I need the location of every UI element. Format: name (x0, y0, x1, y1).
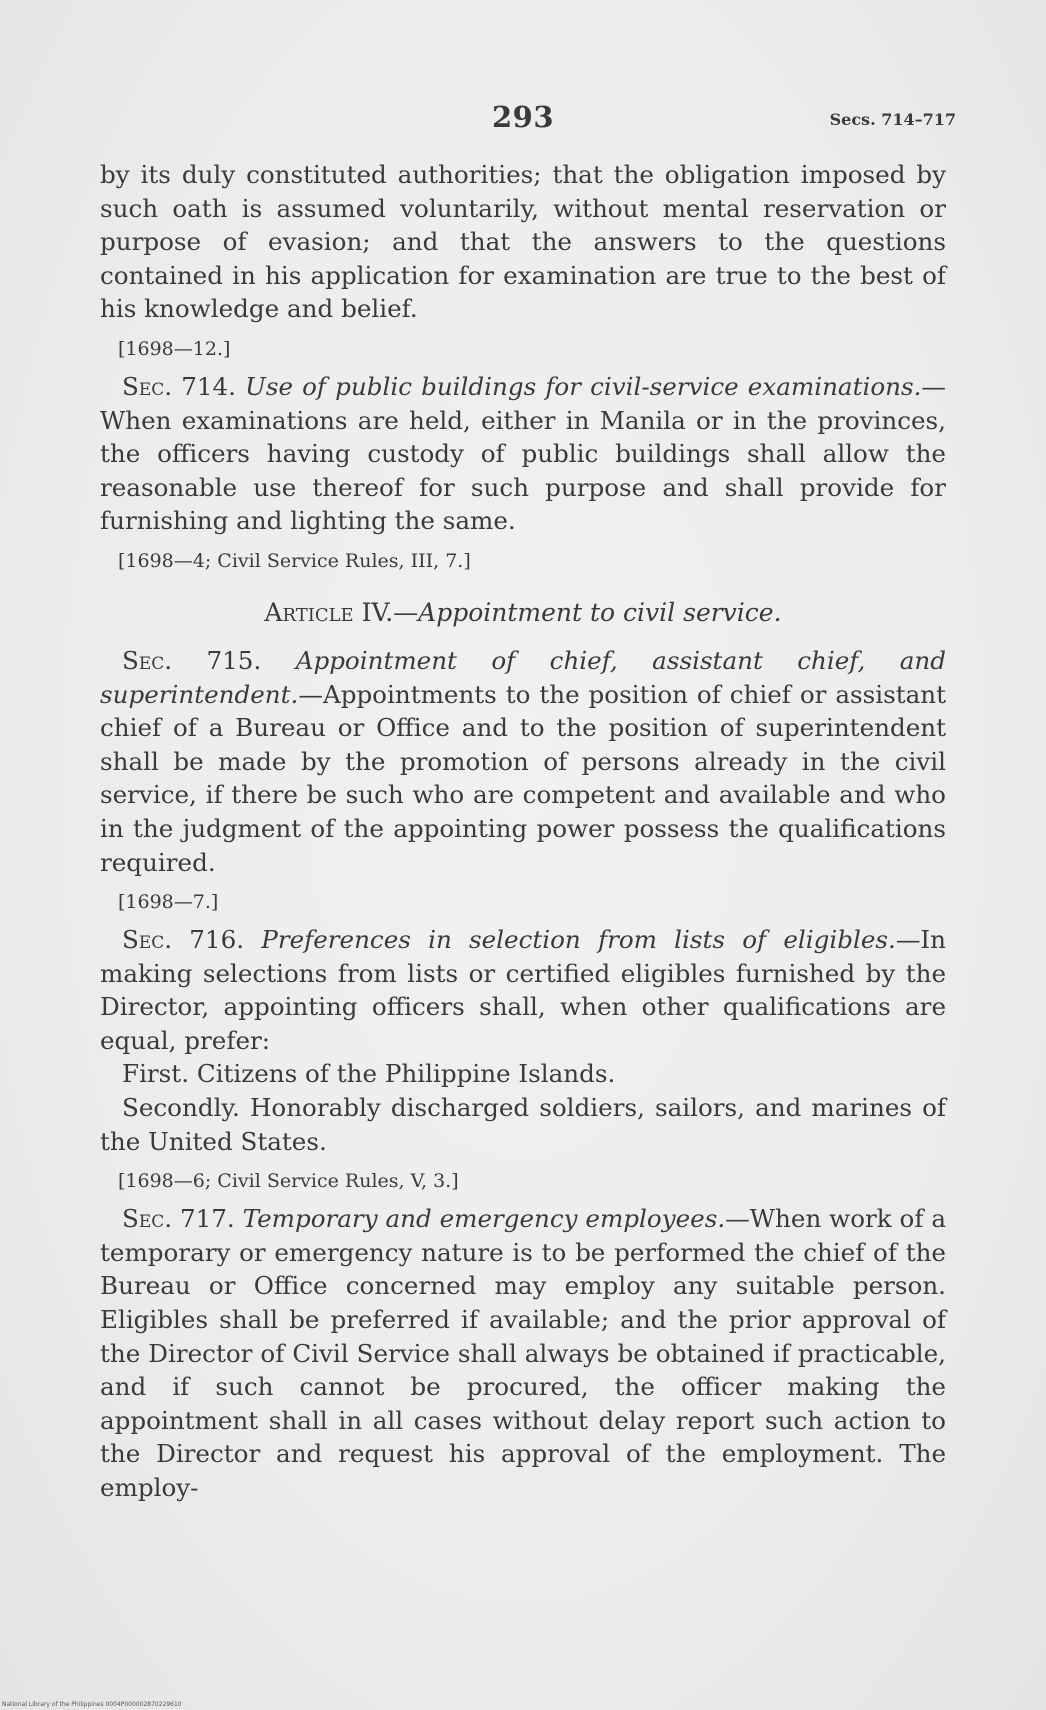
section-label: Sec. 715. (122, 645, 262, 675)
section-text: —Appointments to the position of chief or assistant chief of a Bureau or Office and to the position of superintendent shall be made by the promotion of persons already in the civil service, if there be such who are competent and available and who in the judgment of the appointing power possess the qualifications required. (100, 679, 946, 877)
section-text: —When work of a temporary or emergency nature is to be performed the chief of the Bureau or Office concerned may employ any suitable person. Eligibles shall be preferred if available; and the prior approval of the Director of Civil Service shall always be obtained if practicable, and if such cannot be procured, the officer making the appointment shall in all cases without delay report such action to the Director and request his approval of the employment. The employ- (100, 1204, 946, 1502)
article-label: Article IV. (264, 597, 394, 627)
preference-second: Secondly. Honorably discharged soldiers, sailors, and marines of the United States. (100, 1093, 946, 1156)
section-title: Appointment of chief, assistant chief, and superintendent. (100, 645, 946, 709)
preference-first: First. Citizens of the Philippine Islands. (122, 1059, 616, 1089)
citation: [1698—12.] (118, 337, 231, 360)
scan-footer: National Library of the Philippines 0004P000002870229610 (2, 1701, 182, 1708)
section-title: Use of public buildings for civil-service examinations. (245, 371, 922, 401)
citation: [1698—6; Civil Service Rules, V, 3.] (118, 1170, 459, 1193)
page-body (100, 158, 946, 1505)
section-714 (100, 370, 946, 538)
article-heading (100, 596, 946, 630)
section-title: Preferences in selection from lists of eligibles. (261, 925, 896, 955)
running-head: Secs. 714–717 (829, 110, 956, 129)
page-header (90, 100, 956, 140)
section-text: —In making selections from lists or certified eligibles furnished by the Director, appointing officers shall, when other qualifications are equal, prefer: (100, 925, 946, 1055)
section-label: Sec. 716. (122, 925, 245, 955)
paragraph-oath-continuation: by its duly constituted authorities; that the obligation imposed by such oath is assumed voluntarily, without mental reservation or purpose of evasion; and that the answers to the questions contained in his application for examination are true to the best of his knowledge and belief. (100, 160, 946, 324)
section-label: Sec. 714. (122, 371, 236, 401)
section-715 (100, 644, 946, 879)
citation: [1698—7.] (118, 891, 219, 914)
article-title: —Appointment to civil service. (393, 597, 782, 627)
section-716 (100, 923, 946, 1057)
section-label: Sec. 717. (122, 1204, 235, 1234)
page-number: 293 (491, 100, 555, 134)
section-717 (100, 1202, 946, 1504)
section-text: —When examinations are held, either in Manila or in the provinces, the officers having custody of public buildings shall allow the reasonable use thereof for such purpose and shall provide for furnishing and lighting the same. (100, 371, 947, 536)
section-title: Temporary and emergency employees. (242, 1204, 726, 1234)
citation: [1698—4; Civil Service Rules, III, 7.] (118, 549, 471, 572)
